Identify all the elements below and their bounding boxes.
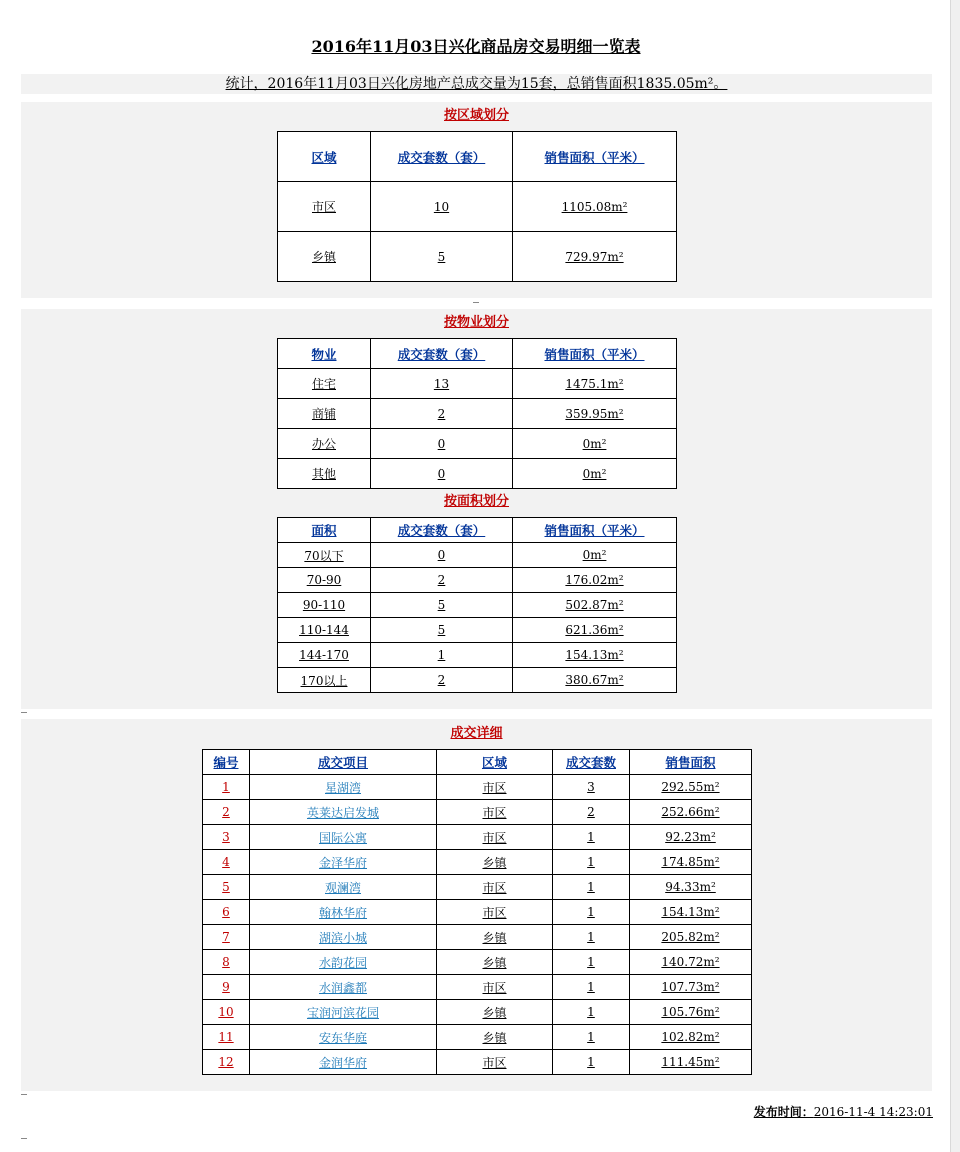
table-cell[interactable]: 其他 bbox=[278, 459, 371, 489]
table-header-row bbox=[203, 750, 752, 775]
table-cell[interactable]: 176.02m² bbox=[513, 568, 677, 593]
table-cell[interactable]: 商铺 bbox=[278, 399, 371, 429]
page-title: 2016年11月03日兴化商品房交易明细一览表 bbox=[311, 37, 641, 56]
table-cell[interactable]: 154.13m² bbox=[630, 900, 752, 925]
header-cell[interactable]: 成交套数（套） bbox=[371, 132, 513, 182]
table-cell[interactable]: 乡镇 bbox=[437, 1025, 553, 1050]
table-cell[interactable]: 70以下 bbox=[278, 543, 371, 568]
project-link[interactable]: 翰林华府 bbox=[250, 900, 437, 925]
divider-mark: _ bbox=[473, 289, 479, 303]
divider-mark: _ bbox=[21, 1125, 27, 1139]
table-row bbox=[278, 369, 677, 399]
table-row bbox=[203, 975, 752, 1000]
table-cell[interactable]: 252.66m² bbox=[630, 800, 752, 825]
table-cell[interactable]: 140.72m² bbox=[630, 950, 752, 975]
row-number-link[interactable]: 4 bbox=[203, 850, 250, 875]
table-cell[interactable]: 5 bbox=[371, 232, 513, 282]
publish-label: 发布时间： bbox=[753, 1105, 814, 1119]
table-cell[interactable]: 1 bbox=[553, 825, 630, 850]
publish-time bbox=[754, 1103, 933, 1120]
table-row bbox=[203, 925, 752, 950]
table-cell[interactable]: 0m² bbox=[513, 429, 677, 459]
project-link[interactable]: 金润华府 bbox=[250, 1050, 437, 1075]
header-cell[interactable]: 成交套数（套） bbox=[371, 339, 513, 369]
row-number-link[interactable]: 10 bbox=[203, 1000, 250, 1025]
table-cell[interactable]: 2 bbox=[553, 800, 630, 825]
row-number-link[interactable]: 11 bbox=[203, 1025, 250, 1050]
table-cell[interactable]: 0 bbox=[371, 429, 513, 459]
table-cell[interactable]: 2 bbox=[371, 399, 513, 429]
table-cell[interactable]: 502.87m² bbox=[513, 593, 677, 618]
row-number-link[interactable]: 8 bbox=[203, 950, 250, 975]
project-link[interactable]: 湖滨小城 bbox=[250, 925, 437, 950]
table-cell[interactable]: 乡镇 bbox=[437, 850, 553, 875]
divider-mark: _ bbox=[21, 1081, 27, 1095]
table-cell[interactable]: 1475.1m² bbox=[513, 369, 677, 399]
table-row bbox=[278, 399, 677, 429]
property-table bbox=[277, 338, 677, 489]
table-row bbox=[203, 900, 752, 925]
table-cell[interactable]: 105.76m² bbox=[630, 1000, 752, 1025]
header-cell[interactable]: 编号 bbox=[203, 750, 250, 775]
table-row bbox=[203, 850, 752, 875]
project-link[interactable]: 水韵花园 bbox=[250, 950, 437, 975]
table-cell[interactable]: 5 bbox=[371, 593, 513, 618]
table-cell[interactable]: 乡镇 bbox=[437, 950, 553, 975]
table-cell[interactable]: 市区 bbox=[437, 825, 553, 850]
table-cell[interactable]: 1 bbox=[553, 925, 630, 950]
table-cell[interactable]: 办公 bbox=[278, 429, 371, 459]
table-row bbox=[203, 775, 752, 800]
table-cell[interactable]: 乡镇 bbox=[278, 232, 371, 282]
property-section-title: 按物业划分 bbox=[443, 315, 509, 330]
table-cell[interactable]: 1 bbox=[553, 1025, 630, 1050]
table-cell[interactable]: 621.36m² bbox=[513, 618, 677, 643]
table-cell[interactable]: 0 bbox=[371, 459, 513, 489]
table-cell[interactable]: 144-170 bbox=[278, 643, 371, 668]
project-link[interactable]: 观澜湾 bbox=[250, 875, 437, 900]
table-cell[interactable]: 0m² bbox=[513, 543, 677, 568]
table-cell[interactable]: 0 bbox=[371, 543, 513, 568]
table-cell[interactable]: 205.82m² bbox=[630, 925, 752, 950]
table-row bbox=[278, 593, 677, 618]
table-cell[interactable]: 729.97m² bbox=[513, 232, 677, 282]
table-cell[interactable]: 市区 bbox=[278, 182, 371, 232]
window-scrollbar[interactable] bbox=[950, 0, 960, 1152]
header-cell[interactable]: 面积 bbox=[278, 518, 371, 543]
table-header-row bbox=[278, 132, 677, 182]
table-cell[interactable]: 市区 bbox=[437, 875, 553, 900]
table-cell[interactable]: 154.13m² bbox=[513, 643, 677, 668]
region-section-title: 按区域划分 bbox=[443, 108, 509, 123]
table-row bbox=[278, 182, 677, 232]
header-cell[interactable]: 区域 bbox=[437, 750, 553, 775]
project-link[interactable]: 水润鑫都 bbox=[250, 975, 437, 1000]
row-number-link[interactable]: 1 bbox=[203, 775, 250, 800]
table-cell[interactable]: 380.67m² bbox=[513, 668, 677, 693]
table-cell[interactable]: 13 bbox=[371, 369, 513, 399]
table-cell[interactable]: 70-90 bbox=[278, 568, 371, 593]
header-cell[interactable]: 成交套数 bbox=[553, 750, 630, 775]
table-cell[interactable]: 1 bbox=[553, 950, 630, 975]
summary-line bbox=[21, 74, 932, 94]
row-number-link[interactable]: 9 bbox=[203, 975, 250, 1000]
table-cell[interactable]: 1 bbox=[553, 850, 630, 875]
region-table bbox=[277, 131, 677, 282]
header-cell[interactable]: 销售面积（平米） bbox=[513, 132, 677, 182]
table-cell[interactable]: 1 bbox=[553, 875, 630, 900]
table-row bbox=[278, 643, 677, 668]
table-row bbox=[203, 1025, 752, 1050]
header-cell[interactable]: 区域 bbox=[278, 132, 371, 182]
table-row bbox=[203, 825, 752, 850]
table-cell[interactable]: 2 bbox=[371, 668, 513, 693]
table-cell[interactable]: 市区 bbox=[437, 775, 553, 800]
table-cell[interactable]: 2 bbox=[371, 568, 513, 593]
table-cell[interactable]: 1105.08m² bbox=[513, 182, 677, 232]
table-row bbox=[278, 543, 677, 568]
table-row bbox=[203, 950, 752, 975]
table-cell[interactable]: 1 bbox=[553, 900, 630, 925]
table-cell[interactable]: 0m² bbox=[513, 459, 677, 489]
table-row bbox=[203, 1050, 752, 1075]
table-row bbox=[278, 429, 677, 459]
table-cell[interactable]: 110-144 bbox=[278, 618, 371, 643]
project-link[interactable]: 国际公寓 bbox=[250, 825, 437, 850]
table-cell[interactable]: 94.33m² bbox=[630, 875, 752, 900]
row-number-link[interactable]: 2 bbox=[203, 800, 250, 825]
row-number-link[interactable]: 5 bbox=[203, 875, 250, 900]
table-row bbox=[203, 875, 752, 900]
table-cell[interactable]: 107.73m² bbox=[630, 975, 752, 1000]
row-number-link[interactable]: 3 bbox=[203, 825, 250, 850]
table-cell[interactable]: 292.55m² bbox=[630, 775, 752, 800]
project-link[interactable]: 英莱达启发城 bbox=[250, 800, 437, 825]
project-link[interactable]: 金泽华府 bbox=[250, 850, 437, 875]
table-cell[interactable]: 3 bbox=[553, 775, 630, 800]
divider-mark: _ bbox=[21, 699, 27, 713]
table-cell[interactable]: 乡镇 bbox=[437, 1000, 553, 1025]
table-cell[interactable]: 1 bbox=[553, 975, 630, 1000]
table-row bbox=[278, 668, 677, 693]
table-cell[interactable]: 1 bbox=[371, 643, 513, 668]
area-table bbox=[277, 517, 677, 693]
table-header-row bbox=[278, 339, 677, 369]
table-row bbox=[278, 232, 677, 282]
detail-table bbox=[202, 749, 752, 1075]
table-cell[interactable]: 乡镇 bbox=[437, 925, 553, 950]
table-cell[interactable]: 92.23m² bbox=[630, 825, 752, 850]
table-row bbox=[203, 800, 752, 825]
header-cell[interactable]: 物业 bbox=[278, 339, 371, 369]
table-cell[interactable]: 10 bbox=[371, 182, 513, 232]
table-cell[interactable]: 1 bbox=[553, 1050, 630, 1075]
publish-value: 2016-11-4 14:23:01 bbox=[813, 1105, 933, 1119]
header-cell[interactable]: 成交套数（套） bbox=[371, 518, 513, 543]
table-cell[interactable]: 111.45m² bbox=[630, 1050, 752, 1075]
row-number-link[interactable]: 7 bbox=[203, 925, 250, 950]
row-number-link[interactable]: 12 bbox=[203, 1050, 250, 1075]
table-cell[interactable]: 市区 bbox=[437, 900, 553, 925]
table-cell[interactable]: 市区 bbox=[437, 1050, 553, 1075]
project-link[interactable]: 宝润河滨花园 bbox=[250, 1000, 437, 1025]
detail-section-title: 成交详细 bbox=[450, 726, 503, 741]
table-cell[interactable]: 102.82m² bbox=[630, 1025, 752, 1050]
table-cell[interactable]: 170以上 bbox=[278, 668, 371, 693]
table-cell[interactable]: 5 bbox=[371, 618, 513, 643]
header-cell[interactable]: 销售面积 bbox=[630, 750, 752, 775]
table-cell[interactable]: 174.85m² bbox=[630, 850, 752, 875]
row-number-link[interactable]: 6 bbox=[203, 900, 250, 925]
table-cell[interactable]: 359.95m² bbox=[513, 399, 677, 429]
table-row bbox=[278, 568, 677, 593]
header-cell[interactable]: 成交项目 bbox=[250, 750, 437, 775]
project-link[interactable]: 安东华庭 bbox=[250, 1025, 437, 1050]
table-header-row bbox=[278, 518, 677, 543]
summary-text: 统计，2016年11月03日兴化房地产总成交量为15套，总销售面积1835.05m²。 bbox=[225, 76, 728, 92]
project-link[interactable]: 星湖湾 bbox=[250, 775, 437, 800]
table-cell[interactable]: 市区 bbox=[437, 800, 553, 825]
header-cell[interactable]: 销售面积（平米） bbox=[513, 518, 677, 543]
table-row bbox=[278, 618, 677, 643]
header-cell[interactable]: 销售面积（平米） bbox=[513, 339, 677, 369]
table-cell[interactable]: 1 bbox=[553, 1000, 630, 1025]
table-cell[interactable]: 市区 bbox=[437, 975, 553, 1000]
table-cell[interactable]: 90-110 bbox=[278, 593, 371, 618]
table-row bbox=[278, 459, 677, 489]
table-row bbox=[203, 1000, 752, 1025]
table-cell[interactable]: 住宅 bbox=[278, 369, 371, 399]
area-section-title: 按面积划分 bbox=[443, 494, 509, 509]
